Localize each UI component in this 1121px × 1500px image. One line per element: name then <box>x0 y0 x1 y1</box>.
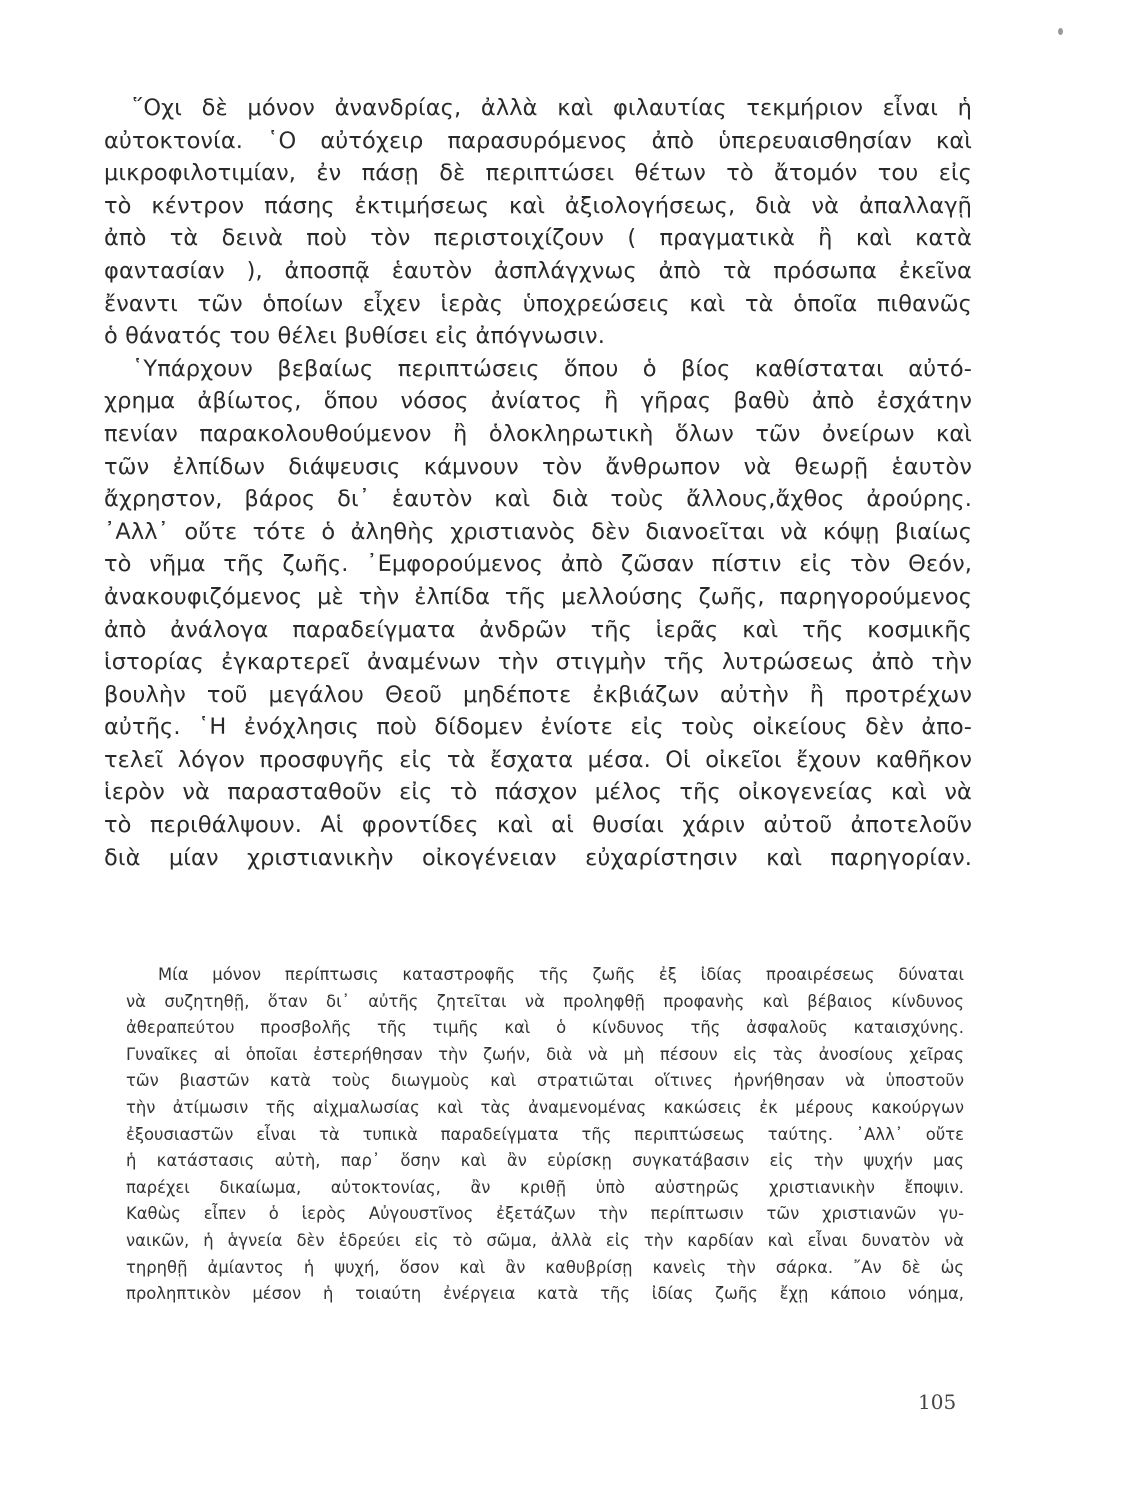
text-line: αὐτῆς. ῾Η ἐνόχλησις ποὺ δίδομεν ἐνίοτε εἰς τοὺς οἰκείους δὲν ἀπο- <box>104 714 972 741</box>
note-line: τῶν βιαστῶν κατὰ τοὺς διωγμοὺς καὶ στρατιῶται οἵτινες ἠρνήθησαν νὰ ὑποστοῦν <box>126 1071 964 1091</box>
note-line: Γυναῖκες αἱ ὁποῖαι ἐστερήθησαν τὴν ζωήν, διὰ νὰ μὴ πέσουν εἰς τὰς ἀνοσίους χεῖρας <box>126 1044 964 1064</box>
note-line: προληπτικὸν μέσον ἡ τοιαύτη ἐνέργεια κατὰ τῆς ἰδίας ζωῆς ἔχῃ κάποιο νόημα, <box>126 1284 964 1304</box>
text-line: ἱστορίας ἐγκαρτερεῖ ἀναμένων τὴν στιγμὴν τῆς λυτρώσεως ἀπὸ τὴν <box>104 649 972 676</box>
text-line: ἀνακουφιζόμενος μὲ τὴν ἐλπίδα τῆς μελλούσης ζωῆς, παρηγορούμενος <box>104 583 972 610</box>
text-line: τὸ περιθάλψουν. Αἱ φροντίδες καὶ αἱ θυσίαι χάριν αὐτοῦ ἀποτελοῦν <box>104 812 972 839</box>
text-line: ἄχρηστον, βάρος δι᾽ ἑαυτὸν καὶ διὰ τοὺς ἄλλους,ἄχθος ἀρούρης. <box>104 486 972 513</box>
note-line: παρέχει δικαίωμα, αὐτοκτονίας, ἂν κριθῇ ὑπὸ αὐστηρῶς χριστιανικὴν ἔποψιν. <box>126 1177 964 1197</box>
note-line: Καθὼς εἶπεν ὁ ἱερὸς Αὐγουστῖνος ἐξετάζων τὴν περίπτωσιν τῶν χριστιανῶν γυ- <box>126 1204 964 1224</box>
text-line: ῞Οχι δὲ μόνον ἀνανδρίας, ἀλλὰ καὶ φιλαυτίας τεκμήριον εἶναι ἡ <box>132 95 972 121</box>
note-line: ἡ κατάστασις αὐτὴ, παρ᾽ ὅσην καὶ ἂν εὑρίσκῃ συγκατάβασιν εἰς τὴν ψυχήν μας <box>126 1151 964 1171</box>
text-line: ῾Υπάρχουν βεβαίως περιπτώσεις ὅπου ὁ βίος καθίσταται αὐτό- <box>132 355 972 382</box>
text-line: τῶν ἐλπίδων διάψευσις κάμνουν τὸν ἄνθρωπον νὰ θεωρῇ ἑαυτὸν <box>104 453 972 480</box>
text-line: φαντασίαν ), ἀποσπᾷ ἑαυτὸν ἀσπλάγχνως ἀπὸ τὰ πρόσωπα ἐκεῖνα <box>104 257 972 284</box>
text-line: ὁ θάνατός του θέλει βυθίσει εἰς ἀπόγνωσιν. <box>104 323 605 350</box>
page-number: 105 <box>918 1390 957 1414</box>
note-text <box>126 962 964 1308</box>
note-line: νὰ συζητηθῇ, ὅταν δι᾽ αὐτῆς ζητεῖται νὰ προληφθῇ προφανὴς καὶ βέβαιος κίνδυνος <box>126 991 964 1011</box>
text-line: ἔναντι τῶν ὁποίων εἶχεν ἱερὰς ὑποχρεώσεις καὶ τὰ ὁποῖα πιθανῶς <box>104 290 972 317</box>
text-line: μικροφιλοτιμίαν, ἐν πάσῃ δὲ περιπτώσει θέτων τὸ ἄτομόν του εἰς <box>104 160 972 187</box>
text-line: πενίαν παρακολουθούμενον ἢ ὁλοκληρωτικὴ ὅλων τῶν ὀνείρων καὶ <box>104 420 972 447</box>
text-line: ἀπὸ ἀνάλογα παραδείγματα ἀνδρῶν τῆς ἱερᾶς καὶ τῆς κοσμικῆς <box>104 616 972 643</box>
note-line: ἀθεραπεύτου προσβολῆς τῆς τιμῆς καὶ ὁ κίνδυνος τῆς ἀσφαλοῦς καταισχύνης. <box>126 1018 964 1038</box>
text-line: τὸ κέντρον πάσης ἐκτιμήσεως καὶ ἀξιολογήσεως, διὰ νὰ ἀπαλλαγῇ <box>104 192 972 219</box>
text-line: διὰ μίαν χριστιανικὴν οἰκογένειαν εὐχαρίστησιν καὶ παρηγορίαν. <box>104 844 972 871</box>
text-line: τελεῖ λόγον προσφυγῆς εἰς τὰ ἔσχατα μέσα. Οἱ οἰκεῖοι ἔχουν καθῆκον <box>104 746 972 773</box>
note-line: Μία μόνον περίπτωσις καταστροφῆς τῆς ζωῆς ἐξ ἰδίας προαιρέσεως δύναται <box>158 965 964 984</box>
note-line: τηρηθῇ ἀμίαντος ἡ ψυχή, ὅσον καὶ ἂν καθυβρίσῃ κανεὶς τὴν σάρκα. ῎Αν δὲ ὡς <box>126 1257 964 1277</box>
note-line: ἐξουσιαστῶν εἶναι τὰ τυπικὰ παραδείγματα τῆς περιπτώσεως ταύτης. ᾽Αλλ᾽ οὔτε <box>126 1124 964 1144</box>
main-text <box>104 92 972 874</box>
text-line: τὸ νῆμα τῆς ζωῆς. ᾽Εμφορούμενος ἀπὸ ζῶσαν πίστιν εἰς τὸν Θεόν, <box>104 551 972 578</box>
text-line: ἱερὸν νὰ παρασταθοῦν εἰς τὸ πάσχον μέλος τῆς οἰκογενείας καὶ νὰ <box>104 779 972 806</box>
note-line: ναικῶν, ἡ ἁγνεία δὲν ἑδρεύει εἰς τὸ σῶμα, ἀλλὰ εἰς τὴν καρδίαν καὶ εἶναι δυνατὸν νὰ <box>126 1230 964 1250</box>
text-line: χρημα ἀβίωτος, ὅπου νόσος ἀνίατος ἢ γῆρας βαθὺ ἀπὸ ἐσχάτην <box>104 388 972 415</box>
text-line: βουλὴν τοῦ μεγάλου Θεοῦ μηδέποτε ἐκβιάζων αὐτὴν ἢ προτρέχων <box>104 681 972 708</box>
text-line: ἀπὸ τὰ δεινὰ ποὺ τὸν περιστοιχίζουν ( πραγματικὰ ἢ καὶ κατὰ <box>104 225 972 252</box>
scan-speck <box>1058 28 1063 35</box>
text-line: ᾽Αλλ᾽ οὔτε τότε ὁ ἀληθὴς χριστιανὸς δὲν διανοεῖται νὰ κόψῃ βιαίως <box>104 518 972 545</box>
text-line: αὐτοκτονία. ῾Ο αὐτόχειρ παρασυρόμενος ἀπὸ ὑπερευαισθησίαν καὶ <box>104 127 972 154</box>
note-line: τὴν ἀτίμωσιν τῆς αἰχμαλωσίας καὶ τὰς ἀναμενομένας κακώσεις ἐκ μέρους κακούργων <box>126 1097 964 1117</box>
